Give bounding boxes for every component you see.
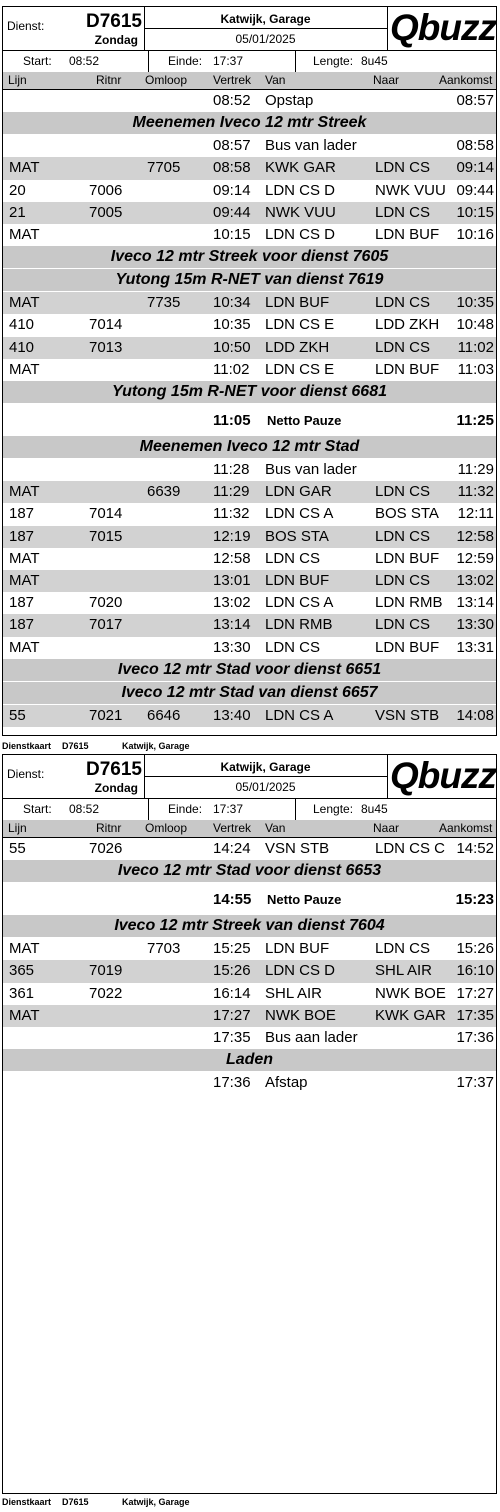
divider xyxy=(148,50,149,72)
col-vertrek: Vertrek xyxy=(213,73,252,87)
vertrek-time: 15:26 xyxy=(213,962,251,980)
qbuzz-logo: Qbuzz xyxy=(390,755,496,796)
lijn-cell: MAT xyxy=(9,294,40,312)
vertrek-time: 11:05 xyxy=(213,412,251,429)
col-lijn: Lijn xyxy=(8,73,27,87)
location-cell xyxy=(144,7,388,50)
column-header-row xyxy=(3,820,496,838)
aankomst-time: 08:58 xyxy=(456,137,494,155)
trip-row xyxy=(3,224,496,246)
trip-row xyxy=(3,202,496,224)
naar-stop: LDN CS C xyxy=(375,840,446,857)
start-label: Start: xyxy=(23,802,52,816)
vertrek-time: 08:57 xyxy=(213,137,251,155)
vertrek-time: 14:55 xyxy=(213,891,252,909)
aankomst-time: 12:59 xyxy=(456,549,494,567)
van-stop: LDN CS D xyxy=(265,962,336,980)
lijn-cell: 187 xyxy=(9,616,35,634)
trip-row xyxy=(3,983,496,1005)
trip-row xyxy=(3,592,496,614)
omloop-cell: 7735 xyxy=(147,294,181,312)
service-date: 05/01/2025 xyxy=(235,32,296,46)
van-stop: LDN CS E xyxy=(265,316,335,334)
trip-row xyxy=(3,526,496,548)
naar-stop: VSN STB xyxy=(375,706,440,724)
omloop-cell: 6646 xyxy=(147,706,181,724)
divider xyxy=(144,28,387,29)
divider xyxy=(295,798,296,820)
einde-label: Einde: xyxy=(168,802,203,816)
trip-row xyxy=(3,614,496,636)
lijn-cell: MAT xyxy=(9,360,40,378)
naar-stop: SHL AIR xyxy=(375,962,432,980)
vertrek-time: 08:58 xyxy=(213,159,251,177)
van-stop: LDN CS D xyxy=(265,226,336,243)
vertrek-time: 11:28 xyxy=(213,461,250,478)
aankomst-time: 14:52 xyxy=(456,840,494,857)
ritnr-cell: 7014 xyxy=(89,316,123,334)
lijn-cell: 410 xyxy=(9,316,35,334)
aankomst-time: 10:48 xyxy=(456,316,494,334)
aankomst-time: 15:26 xyxy=(456,940,494,958)
trip-row xyxy=(3,570,496,592)
lijn-cell: 55 xyxy=(9,706,26,724)
trip-row xyxy=(3,1072,496,1094)
naar-stop: LDN CS xyxy=(375,159,431,177)
naar-stop: LDN CS xyxy=(375,527,431,545)
ritnr-cell: 7017 xyxy=(89,616,123,634)
qbuzz-logo: Qbuzz xyxy=(390,7,496,48)
pause-row xyxy=(3,404,496,436)
naar-stop: LDN RMB xyxy=(375,594,443,612)
shift-info-bar xyxy=(3,50,496,73)
trip-row xyxy=(3,90,496,112)
vertrek-time: 08:52 xyxy=(213,92,251,109)
col-vertrek: Vertrek xyxy=(213,821,252,835)
pause-row xyxy=(3,883,496,915)
service-date: 05/01/2025 xyxy=(235,780,296,794)
dienst-code: D7615 xyxy=(86,11,142,32)
van-stop: LDN GAR xyxy=(265,483,332,501)
lijn-cell: 55 xyxy=(9,840,26,857)
lengte-value: 8u45 xyxy=(361,54,388,68)
ritnr-cell: 7013 xyxy=(89,338,123,356)
section-banner: Iveco 12 mtr Stad voor dienst 6653 xyxy=(3,860,496,882)
col-lijn: Lijn xyxy=(8,821,27,835)
pause-label: Netto Pauze xyxy=(267,413,342,428)
trip-row xyxy=(3,838,496,860)
col-aankomst: Aankomst xyxy=(439,73,493,87)
section-banner: Yutong 15m R-NET van dienst 7619 xyxy=(3,269,496,291)
vertrek-time: 12:58 xyxy=(213,549,251,567)
aankomst-time: 11:25 xyxy=(456,412,494,429)
footer-code: D7615 xyxy=(62,1497,89,1507)
aankomst-time: 17:36 xyxy=(456,1029,494,1046)
footer-label: Dienstkaart xyxy=(2,741,52,751)
van-stop: LDN BUF xyxy=(265,940,330,958)
naar-stop: LDN CS xyxy=(375,338,431,356)
aankomst-time: 10:35 xyxy=(456,294,494,312)
lijn-cell: MAT xyxy=(9,940,40,958)
schedule-sheet xyxy=(2,754,497,1494)
vertrek-time: 17:35 xyxy=(213,1029,251,1046)
trip-row xyxy=(3,292,496,314)
lijn-cell: 21 xyxy=(9,203,26,221)
van-stop: LDN CS A xyxy=(265,594,334,612)
lijn-cell: MAT xyxy=(9,483,40,501)
start-label: Start: xyxy=(23,54,52,68)
aankomst-time: 11:32 xyxy=(457,483,494,501)
einde-label: Einde: xyxy=(168,54,203,68)
trip-row xyxy=(3,481,496,503)
aankomst-time: 10:15 xyxy=(456,203,494,221)
section-banner: Meenemen Iveco 12 mtr Stad xyxy=(3,436,496,458)
pause-label: Netto Pauze xyxy=(267,892,342,908)
aankomst-time: 13:14 xyxy=(456,594,494,612)
einde-time: 17:37 xyxy=(213,802,244,816)
naar-stop: NWK BOE xyxy=(375,984,446,1002)
lijn-cell: 187 xyxy=(9,527,35,545)
column-header-row xyxy=(3,72,496,90)
van-stop: NWK BOE xyxy=(265,1006,336,1024)
aankomst-time: 12:58 xyxy=(456,527,494,545)
naar-stop: LDN BUF xyxy=(375,226,440,243)
section-banner: Iveco 12 mtr Streek van dienst 7604 xyxy=(3,915,496,937)
aankomst-time: 11:29 xyxy=(457,461,494,478)
van-stop: LDN BUF xyxy=(265,294,330,312)
location-name: Katwijk, Garage xyxy=(220,12,311,26)
footer-label: Dienstkaart xyxy=(2,1497,52,1507)
logo-cell xyxy=(387,755,496,798)
vertrek-time: 11:29 xyxy=(213,483,250,501)
naar-stop: LDN BUF xyxy=(375,360,440,378)
vertrek-time: 14:24 xyxy=(213,840,251,857)
vertrek-time: 13:02 xyxy=(213,594,251,612)
naar-stop: BOS STA xyxy=(375,505,439,523)
section-banner: Laden xyxy=(3,1049,496,1071)
aankomst-time: 13:02 xyxy=(456,572,494,589)
sheet-header xyxy=(3,7,496,51)
aankomst-time: 17:35 xyxy=(456,1006,494,1024)
location-cell xyxy=(144,755,388,798)
omloop-cell: 7703 xyxy=(147,940,181,958)
divider xyxy=(144,776,387,777)
lijn-cell: 361 xyxy=(9,984,35,1002)
aankomst-time: 15:23 xyxy=(455,891,494,909)
aankomst-time: 09:44 xyxy=(456,181,494,199)
ritnr-cell: 7021 xyxy=(89,706,123,724)
vertrek-time: 17:27 xyxy=(213,1006,251,1024)
vertrek-time: 12:19 xyxy=(213,527,251,545)
aankomst-time: 12:11 xyxy=(457,505,494,523)
aankomst-time: 17:37 xyxy=(456,1074,494,1092)
lijn-cell: 410 xyxy=(9,338,35,356)
vertrek-time: 17:36 xyxy=(213,1074,251,1092)
ritnr-cell: 7015 xyxy=(89,527,123,545)
section-banner: Iveco 12 mtr Stad van dienst 6657 xyxy=(3,682,496,704)
lengte-label: Lengte: xyxy=(313,802,354,816)
col-van: Van xyxy=(265,821,286,835)
naar-stop: LDN CS xyxy=(375,616,431,634)
footer-location: Katwijk, Garage xyxy=(122,741,190,751)
trip-row xyxy=(3,503,496,525)
van-stop: LDN BUF xyxy=(265,572,330,589)
lijn-cell: MAT xyxy=(9,549,40,567)
lijn-cell: 187 xyxy=(9,594,35,612)
naar-stop: LDD ZKH xyxy=(375,316,440,334)
van-stop: Afstap xyxy=(265,1074,308,1092)
lijn-cell: MAT xyxy=(9,638,40,656)
dienst-cell xyxy=(3,7,145,50)
vertrek-time: 11:02 xyxy=(213,360,250,378)
trip-row xyxy=(3,314,496,336)
einde-time: 17:37 xyxy=(213,54,244,68)
van-stop: BOS STA xyxy=(265,527,329,545)
trip-row xyxy=(3,637,496,659)
van-stop: LDN CS E xyxy=(265,360,335,378)
aankomst-time: 13:30 xyxy=(456,616,494,634)
sheet-header xyxy=(3,755,496,799)
trip-row xyxy=(3,180,496,202)
dienst-label: Dienst: xyxy=(7,767,45,781)
naar-stop: LDN CS xyxy=(375,203,431,221)
section-banner: Iveco 12 mtr Stad voor dienst 6651 xyxy=(3,659,496,681)
ritnr-cell: 7020 xyxy=(89,594,123,612)
trip-row xyxy=(3,1005,496,1027)
van-stop: Bus van lader xyxy=(265,461,357,478)
col-naar: Naar xyxy=(373,821,400,835)
vertrek-time: 10:34 xyxy=(213,294,251,312)
col-omloop: Omloop xyxy=(145,73,188,87)
dienst-label: Dienst: xyxy=(7,19,45,33)
naar-stop: LDN CS xyxy=(375,483,431,501)
start-time: 08:52 xyxy=(69,54,100,68)
col-naar: Naar xyxy=(373,73,400,87)
aankomst-time: 16:10 xyxy=(456,962,494,980)
vertrek-time: 13:40 xyxy=(213,706,251,724)
lijn-cell: MAT xyxy=(9,226,40,243)
trip-row xyxy=(3,359,496,381)
naar-stop: LDN CS xyxy=(375,940,431,958)
naar-stop: KWK GAR xyxy=(375,1006,446,1024)
start-time: 08:52 xyxy=(69,802,100,816)
trip-row xyxy=(3,938,496,960)
naar-stop: NWK VUU xyxy=(375,181,446,199)
aankomst-time: 14:08 xyxy=(456,706,494,724)
trip-row xyxy=(3,157,496,179)
shift-info-bar xyxy=(3,798,496,821)
trip-row xyxy=(3,337,496,359)
lengte-value: 8u45 xyxy=(361,802,388,816)
dienst-code: D7615 xyxy=(86,759,142,780)
lijn-cell: 20 xyxy=(9,181,26,199)
aankomst-time: 10:16 xyxy=(456,226,494,243)
footer-location: Katwijk, Garage xyxy=(122,1497,190,1507)
lijn-cell: MAT xyxy=(9,1006,40,1024)
omloop-cell: 7705 xyxy=(147,159,181,177)
ritnr-cell: 7014 xyxy=(89,505,123,523)
lengte-label: Lengte: xyxy=(313,54,354,68)
col-ritnr: Ritnr xyxy=(96,73,122,87)
schedule-sheet xyxy=(2,6,497,736)
logo-cell xyxy=(387,7,496,50)
vertrek-time: 10:15 xyxy=(213,226,251,243)
col-aankomst: Aankomst xyxy=(439,821,493,835)
col-ritnr: Ritnr xyxy=(96,821,122,835)
aankomst-time: 11:03 xyxy=(457,360,494,378)
vertrek-time: 10:50 xyxy=(213,338,251,356)
col-van: Van xyxy=(265,73,286,87)
van-stop: LDN CS A xyxy=(265,706,334,724)
divider xyxy=(148,798,149,820)
aankomst-time: 17:27 xyxy=(456,984,494,1002)
trip-row xyxy=(3,548,496,570)
ritnr-cell: 7022 xyxy=(89,984,123,1002)
section-banner: Meenemen Iveco 12 mtr Streek xyxy=(3,112,496,134)
aankomst-time: 09:14 xyxy=(456,159,494,177)
van-stop: LDN CS A xyxy=(265,505,334,523)
aankomst-time: 13:31 xyxy=(456,638,494,656)
section-banner: Iveco 12 mtr Streek voor dienst 7605 xyxy=(3,246,496,268)
vertrek-time: 09:14 xyxy=(213,181,251,199)
day-label: Zondag xyxy=(94,781,138,795)
trip-row xyxy=(3,135,496,157)
footer-code: D7615 xyxy=(62,741,89,751)
day-label: Zondag xyxy=(94,33,138,47)
ritnr-cell: 7005 xyxy=(89,203,123,221)
van-stop: NWK VUU xyxy=(265,203,336,221)
vertrek-time: 10:35 xyxy=(213,316,251,334)
trip-row xyxy=(3,705,496,727)
vertrek-time: 13:30 xyxy=(213,638,251,656)
van-stop: Bus aan lader xyxy=(265,1029,358,1046)
section-banner: Yutong 15m R-NET voor dienst 6681 xyxy=(3,381,496,403)
trip-row xyxy=(3,459,496,481)
location-name: Katwijk, Garage xyxy=(220,760,311,774)
ritnr-cell: 7006 xyxy=(89,181,123,199)
trip-row xyxy=(3,1027,496,1049)
van-stop: LDN RMB xyxy=(265,616,333,634)
col-omloop: Omloop xyxy=(145,821,188,835)
naar-stop: LDN CS xyxy=(375,572,431,589)
lijn-cell: 187 xyxy=(9,505,35,523)
lijn-cell: MAT xyxy=(9,572,40,589)
van-stop: VSN STB xyxy=(265,840,330,857)
van-stop: Bus van lader xyxy=(265,137,357,155)
vertrek-time: 13:14 xyxy=(213,616,251,634)
van-stop: LDN CS D xyxy=(265,181,336,199)
vertrek-time: 13:01 xyxy=(213,572,251,589)
lijn-cell: 365 xyxy=(9,962,35,980)
vertrek-time: 11:32 xyxy=(213,505,250,523)
lijn-cell: MAT xyxy=(9,159,40,177)
van-stop: LDN CS xyxy=(265,638,321,656)
van-stop: LDD ZKH xyxy=(265,338,330,356)
naar-stop: LDN BUF xyxy=(375,638,440,656)
van-stop: Opstap xyxy=(265,92,314,109)
aankomst-time: 08:57 xyxy=(456,92,494,109)
omloop-cell: 6639 xyxy=(147,483,181,501)
trip-row xyxy=(3,960,496,982)
van-stop: LDN CS xyxy=(265,549,321,567)
dienst-cell xyxy=(3,755,145,798)
divider xyxy=(295,50,296,72)
vertrek-time: 15:25 xyxy=(213,940,251,958)
ritnr-cell: 7019 xyxy=(89,962,123,980)
van-stop: KWK GAR xyxy=(265,159,336,177)
ritnr-cell: 7026 xyxy=(89,840,123,857)
van-stop: SHL AIR xyxy=(265,984,322,1002)
aankomst-time: 11:02 xyxy=(457,338,494,356)
vertrek-time: 16:14 xyxy=(213,984,251,1002)
vertrek-time: 09:44 xyxy=(213,203,251,221)
naar-stop: LDN BUF xyxy=(375,549,440,567)
naar-stop: LDN CS xyxy=(375,294,431,312)
